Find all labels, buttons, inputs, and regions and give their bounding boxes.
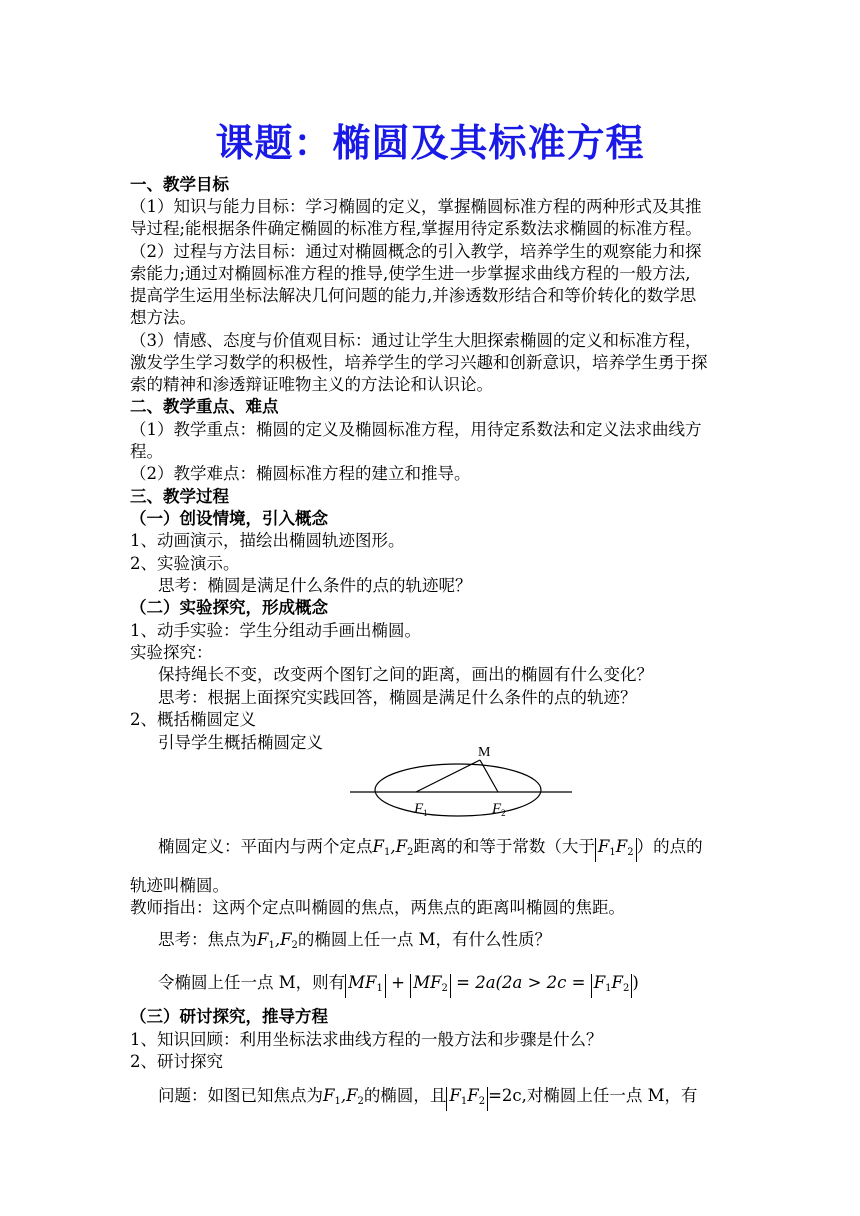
text-line: 提高学生运用坐标法解决几何问题的能力,并渗透数形结合和等价转化的数学思 xyxy=(130,286,697,305)
point-m-label: M xyxy=(478,745,491,760)
ellipse-figure xyxy=(340,738,580,820)
text-line: 2、研讨探究 xyxy=(130,1052,223,1071)
text-line: （2）教学难点：椭圆标准方程的建立和推导。 xyxy=(130,464,471,483)
text-line: （2）过程与方法目标：通过对椭圆概念的引入教学，培养学生的观察能力和探 xyxy=(130,242,702,261)
text-span: 椭圆定义：平面内与两个定点 xyxy=(158,837,373,856)
text-line: 索的精神和渗透辩证唯物主义的方法论和认识论。 xyxy=(130,375,493,394)
text-span: ）的点的 xyxy=(636,837,703,856)
formula-2a: = 2a(2a > 2c = xyxy=(450,973,591,992)
text-span: 问题：如图已知焦点为 xyxy=(158,1086,323,1105)
text-line: 1、动手实验：学生分组动手画出椭圆。 xyxy=(130,621,421,640)
ellipse-property: 令椭圆上任一点 M，则有 $MF_1 + MF_2 = 2a(2a > 2c = F_1F_2$ ) xyxy=(158,972,768,998)
formula-abs-mf2: $MF_2$ xyxy=(410,974,451,998)
text-line: 激发学生学习数学的积极性，培养学生的学习兴趣和创新意识，培养学生勇于探 xyxy=(130,353,708,372)
formula-abs-mf1: $MF_1$ xyxy=(345,974,386,998)
text-line: 教师指出：这两个定点叫椭圆的焦点，两焦点的距离叫椭圆的焦距。 xyxy=(130,898,625,917)
section-3-heading: 三、教学过程 xyxy=(130,487,229,506)
section-2-heading: 二、教学重点、难点 xyxy=(130,397,279,416)
text-span: 思考：焦点为 xyxy=(158,930,257,949)
section-1-heading: 一、教学目标 xyxy=(130,175,229,194)
segment-mf2 xyxy=(480,760,498,792)
formula-abs-f1f2: $F_1F_2$ xyxy=(591,974,633,998)
text-line: 2、概括椭圆定义 xyxy=(130,710,256,729)
text-span: =2c,对椭圆上任一点 M，有 xyxy=(488,1086,698,1105)
formula-f1-f2: $F_1,F_2$ xyxy=(323,1086,364,1107)
text-line: 轨迹叫椭圆。 xyxy=(130,876,229,895)
formula-abs-f1f2: $F_1F_2$ xyxy=(595,838,637,862)
text-span: 的椭圆上任一点 M，有什么性质？ xyxy=(297,930,552,949)
text-line: 保持绳长不变，改变两个图钉之间的距离，画出的椭圆有什么变化？ xyxy=(158,665,653,684)
formula-abs-f1f2: $F_1F_2$ xyxy=(446,1087,488,1111)
text-line: 程。 xyxy=(130,442,163,461)
formula-f1-f2: $F_1,F_2$ xyxy=(257,930,298,951)
text-line: 2、实验演示。 xyxy=(130,554,240,573)
text-line: 导过程;能根据条件确定椭圆的标准方程,掌握用待定系数法求椭圆的标准方程。 xyxy=(130,219,702,238)
problem-statement xyxy=(158,1085,768,1113)
text-line: 思考：根据上面探究实践回答，椭圆是满足什么条件的点的轨迹？ xyxy=(158,688,637,707)
subsection-heading: （三）研讨探究，推导方程 xyxy=(130,1007,328,1026)
ellipse-curve xyxy=(375,764,541,816)
text-line: 思考：椭圆是满足什么条件的点的轨迹呢？ xyxy=(158,576,472,595)
formula-f1-f2: $F_1,F_2$ xyxy=(372,837,414,858)
subsection-heading: （二）实验探究，形成概念 xyxy=(130,598,328,617)
think-question xyxy=(158,929,768,957)
page-title: 课题：椭圆及其标准方程 xyxy=(215,120,645,165)
text-line: 实验探究： xyxy=(130,643,213,662)
text-line: （1）知识与能力目标：学习椭圆的定义，掌握椭圆标准方程的两种形式及其推 xyxy=(130,197,702,216)
focus-f1-label: $F_1$ xyxy=(414,801,428,818)
text-line: 索能力;通过对椭圆标准方程的推导,使学生进一步掌握求曲线方程的一般方法, xyxy=(130,264,691,283)
subsection-heading: （一）创设情境，引入概念 xyxy=(130,509,328,528)
focus-f2-label: $F_2$ xyxy=(492,801,506,818)
text-span: 令椭圆上任一点 M，则有 xyxy=(158,973,346,992)
segment-mf1 xyxy=(416,760,480,792)
text-span: 距离的和等于常数（大于 xyxy=(413,837,595,856)
text-line: 1、动画演示，描绘出椭圆轨迹图形。 xyxy=(130,531,405,550)
text-line: 1、知识回顾：利用坐标法求曲线方程的一般方法和步骤是什么？ xyxy=(130,1030,603,1049)
text-span: 的椭圆，且 xyxy=(363,1086,447,1105)
text-line: 想方法。 xyxy=(130,308,196,327)
text-line: 引导学生概括椭圆定义 xyxy=(158,733,323,752)
ellipse-definition xyxy=(158,836,768,864)
text-line: （1）教学重点：椭圆的定义及椭圆标准方程，用待定系数法和定义法求曲线方 xyxy=(130,420,702,439)
text-line: （3）情感、态度与价值观目标：通过让学生大胆探索椭圆的定义和标准方程， xyxy=(130,331,702,350)
